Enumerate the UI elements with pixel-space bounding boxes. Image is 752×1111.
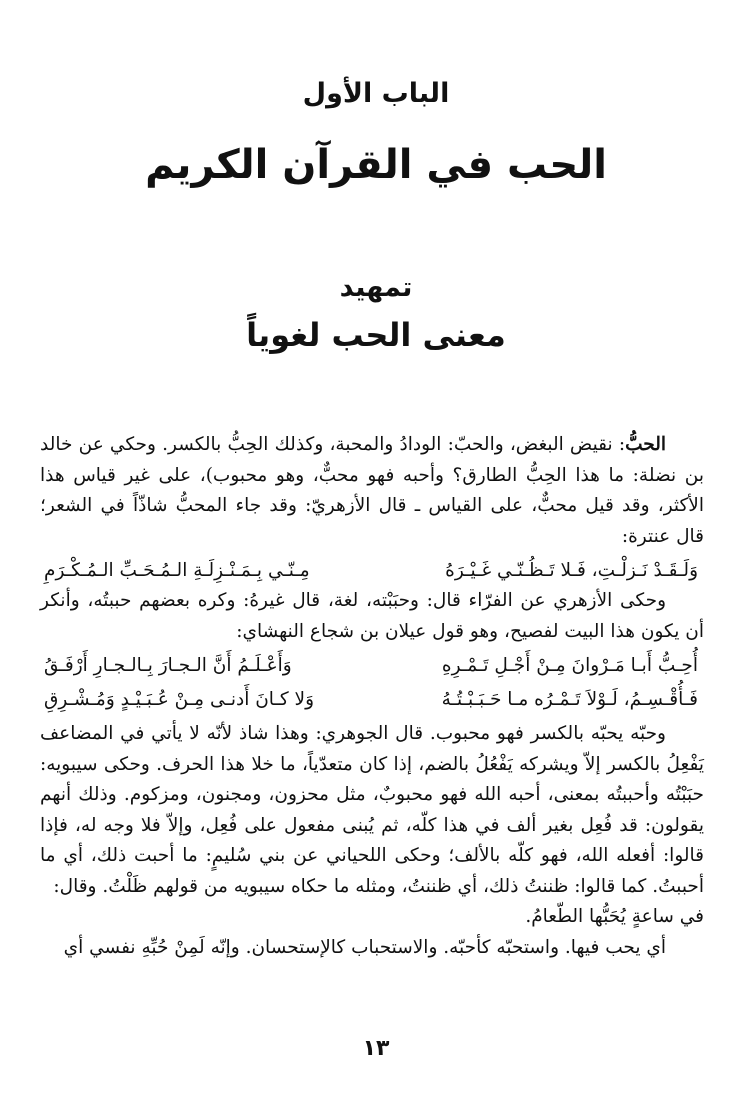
chapter-label: الباب الأول — [302, 78, 450, 109]
body-text — [40, 430, 704, 963]
paragraph-1-text: : نقيض البغض، والحبّ: الودادُ والمحبة، وكذلك الحِبُّ بالكسر. وحكي عن خالد بن نضلة: ما هذا الحِبُّ الطارق؟ وأحبه فهو محبٌّ، وهو محبوب)، على غير قياس هذا الأكثر، وقد قيل محبٌّ، على القياس ـ قال الأزهريّ: وقد جاء المحبُّ شاذّاً في الشعر؛ قال عنترة: — [40, 434, 704, 547]
section-title: معنى الحب لغوياً — [246, 316, 506, 354]
verse-line-3 — [40, 684, 704, 715]
verse-2-first-hemistich: أُحِـبُّ أَبـا مَـرْوانَ مِـنْ أَجْـلِ تَـمْـرِهِ — [441, 655, 698, 676]
verse-1-second-hemistich: مِـنّـي بِـمَـنْـزِلَـةِ الـمُـحَـبِّ الـمُـكْـرَمِ — [44, 560, 310, 581]
verse-2-second-hemistich: وَأَعْـلَـمُ أَنَّ الـجـارَ بِـالـجـارِ أَرْفَـقُ — [44, 655, 292, 676]
page-number: ١٣ — [362, 1036, 390, 1061]
lead-word: الحبُّ — [625, 434, 666, 455]
verse-line-1 — [40, 555, 704, 586]
section-label: تمهيد — [339, 272, 413, 303]
paragraph-5: أي يحب فيها. واستحبّه كأحبّه. والاستحباب كالإستحسان. وإنّه لَمِنْ حُبِّهِ نفسي أي — [63, 936, 666, 958]
paragraph-3: وحبّه يحبّه بالكسر فهو محبوب. قال الجوهري: وهذا شاذ لأنّه لا يأتي في المضاعف يَفْعِلُ بالكسر إلاّ ويشركه يَفْعُلُ بالضم، إذا كان متعدّياً، ما خلا هذا الحرف. وحكى سيبويه: حبَبْتُه وأحببتُه بمعنى، أحبه الله فهو محبوبٌ، مثل محزون، ومجنون، ومزكوم. وذلك أنهم يقولون: قد فُعِل بغير ألف في هذا كلّه، ثم يُبنى مفعول على فُعِل، وإلاّ فلا وجه له، فإذا قالوا: أفعله الله، فهو كلّه بالألف؛ وحكى اللحياني عن بني سُليمٍ: ما أحبت ذلك، أي ما أحببتُ. كما قالوا: ظننتُ ذلك، أي ظننتُ، ومثله ما حكاه سيبويه من قولهم ظَلْتُ. وقال: — [40, 723, 704, 897]
paragraph-4: في ساعةٍ يُحَبُّها الطّعامُ. — [525, 906, 704, 927]
verse-3-second-hemistich: وَلا كـانَ أَدنـى مِـنْ عُـبَـيْـدٍ وَمُـشْـرِقِ — [44, 689, 315, 710]
verse-1-first-hemistich: وَلَـقَـدْ نَـزلْـتِ، فَـلا تَـظُـنّـي غَـيْـرَهُ — [445, 560, 698, 581]
verse-3-first-hemistich: فَـأُقْـسِـمُ، لَـوْلاَ تَـمْـرُه مـا حَـبَـبْـتُـهُ — [441, 689, 698, 710]
paragraph-1 — [40, 430, 704, 552]
paragraph-2: وحكى الأزهري عن الفرّاء قال: وحبَبْته، لغة، قال غيرهُ: وكره بعضهم حببتُه، وأنكر أن يكون هذا البيت لفصيح، وهو قول عيلان بن شجاع النهشاي: — [40, 590, 704, 642]
chapter-title: الحب في القرآن الكريم — [145, 142, 607, 188]
verse-line-2 — [40, 650, 704, 681]
